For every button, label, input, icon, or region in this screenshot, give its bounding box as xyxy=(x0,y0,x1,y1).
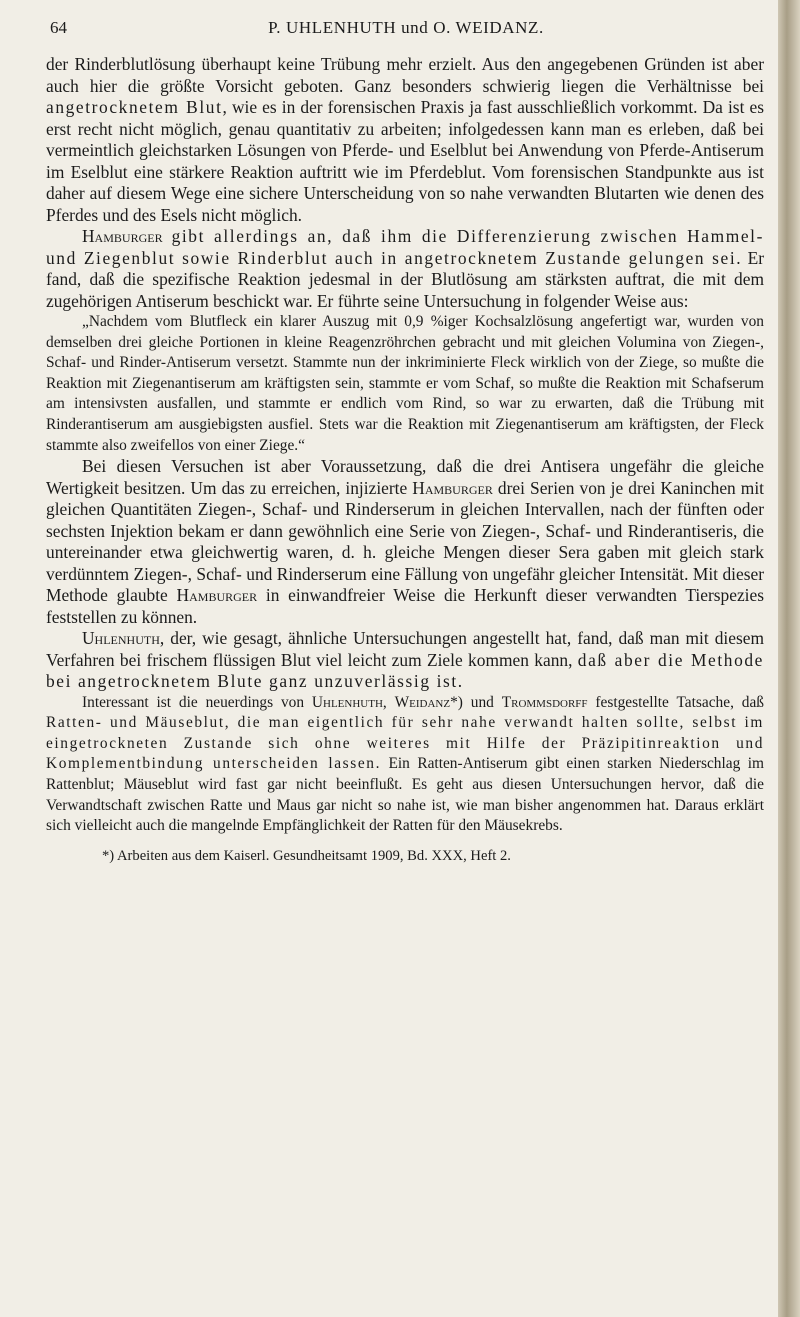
paragraph-6: Interessant ist die neuerdings von Uhlenhuth, Weidanz*) und Trommsdorff festgestellte Tatsache, daß Ratten- und Mäuseblut, die man eigentlich für sehr nahe verwandt halten sollte, selbst im eingetrockneten Zustande sich ohne weiteres mit Hilfe der Präzipitinreaktion und Komplementbindung unterscheiden lassen. Ein Ratten-Antiserum gibt einen starken Niederschlag im Rattenblut; Mäuseblut wird fast gar nicht beeinflußt. Es geht aus diesen Untersuchungen hervor, daß die Verwandtschaft zwischen Ratte und Maus gar nicht so nahe ist, wie man bisher angenommen hat. Daraus erklärt sich vielleicht auch die mangelnde Empfänglichkeit der Ratten für den Mäusekrebs. xyxy=(46,693,764,835)
spaced-emphasis: angetrocknetem Blut xyxy=(46,97,223,117)
page-edge-shadow xyxy=(778,0,800,1317)
quotation: „Nachdem vom Blutfleck ein klarer Auszug mit 0,9 %iger Kochsalzlösung angefertigt war, wurden von demselben drei gleiche Portionen in kleine Reagenzröhrchen gebracht und mit gleichen Volumina von Ziegen-, Schaf- und Rinder-Antiserum versetzt. Stammte nun der inkriminierte Fleck wirklich von der Ziege, so mußte die Reaktion mit Ziegenantiserum am kräftigsten sein, stammte er vom Schaf, so mußte die Reaktion mit Schafserum am intensivsten ausfallen, und stammte er endlich vom Rind, so war zu erwarten, daß die Trübung mit Rinderantiserum am ausgiebigsten ausfiel. Stets war die Reaktion mit Ziegenantiserum am kräftigsten, der Fleck stammte also zweifellos von einer Ziege.“ xyxy=(46,313,764,454)
spaced-emphasis: Ratten- und Mäuseblut, die man eigentlich für sehr nahe verwandt halten sollte, selbst im eingetrockneten Zustande sich ohne weiteres mit Hilfe der Präzipitinreaktion und Komplementbindung unterscheiden lassen. xyxy=(46,714,764,773)
author-name: Hamburger xyxy=(82,226,163,246)
author-name: Trommsdorff xyxy=(501,693,588,711)
paragraph-5: Uhlenhuth, der, wie gesagt, ähnliche Untersuchungen angestellt hat, fand, daß man mit diesem Verfahren bei frischem flüssigen Blut viel leicht zum Ziele kommen kann, daß aber die Methode bei angetrocknetem Blute ganz unzuverlässig ist. xyxy=(46,628,764,692)
author-name: Uhlenhuth xyxy=(82,628,160,649)
running-header xyxy=(50,18,762,44)
footnote: *) Arbeiten aus dem Kaiserl. Gesundheitsamt 1909, Bd. XXX, Heft 2. xyxy=(102,847,511,864)
spaced-emphasis: gibt allerdings an, daß ihm die Differenzierung zwischen Hammel- und Ziegenblut sowie Rinderblut auch in angetrocknetem Zustande gelungen sei. xyxy=(46,226,764,268)
running-title: P. UHLENHUTH und O. WEIDANZ. xyxy=(268,18,544,37)
author-name: Uhlenhuth xyxy=(311,693,383,711)
page-number: 64 xyxy=(50,18,67,37)
page-body xyxy=(46,54,764,866)
spaced-emphasis: daß aber die Methode bei angetrocknetem Blute ganz unzuverlässig ist. xyxy=(46,649,764,692)
paragraph-2: Hamburger gibt allerdings an, daß ihm die Differenzierung zwischen Hammel- und Ziegenblut sowie Rinderblut auch in angetrocknetem Zustande gelungen sei. Er fand, daß die spezifische Reaktion jedesmal in der Blutlösung am stärksten auftrat, die mit dem zugehörigen Antiserum beschickt war. Er führte seine Untersuchung in folgender Weise aus: xyxy=(46,226,764,311)
author-name: Hamburger xyxy=(412,477,493,498)
paragraph-4: Bei diesen Versuchen ist aber Voraussetzung, daß die drei Antisera ungefähr die gleiche Wertigkeit besitzen. Um das zu erreichen, injizierte Hamburger drei Serien von je drei Kaninchen mit gleichen Quantitäten Ziegen-, Schaf- und Rinderserum in gleichen Intervallen, nach der fünften oder sechsten Injektion bekam er dann gewöhnlich eine Serie von Ziegen-, Schaf- und Rinderantiseris, die untereinander etwa gleichwertig waren, d. h. gleiche Mengen dieser Sera gaben mit gleich stark verdünntem Ziegen-, Schaf- und Rinderserum eine Fällung von ungefähr gleicher Intensität. Mit dieser Methode glaubte Hamburger in einwandfreier Weise die Herkunft dieser verwandten Tierspezies feststellen zu können. xyxy=(46,456,764,627)
author-name: Hamburger xyxy=(176,585,258,606)
author-name: Weidanz xyxy=(394,693,451,711)
paragraph-1: der Rinderblutlösung überhaupt keine Trübung mehr erzielt. Aus den angegebenen Gründen ist aber auch hier die größte Vorsicht geboten. Ganz besonders schwierig liegen die Verhältnisse bei angetrocknetem Blut, wie es in der forensischen Praxis ja fast ausschließlich vorkommt. Da ist es erst recht nicht möglich, genau quantitativ zu arbeiten; infolgedessen kann man es erleben, daß bei vermeintlich gleichstarken Lösungen von Pferde- und Eselblut bei Anwendung von Pferde-Antiserum im Eselblut eine stärkere Reaktion auftritt wie im Pferdeblut. Vom forensischen Standpunkte aus ist daher auf diesem Wege eine sichere Unterscheidung von so nahe verwandten Blutarten wie denen des Pferdes und des Esels nicht möglich. xyxy=(46,54,764,225)
